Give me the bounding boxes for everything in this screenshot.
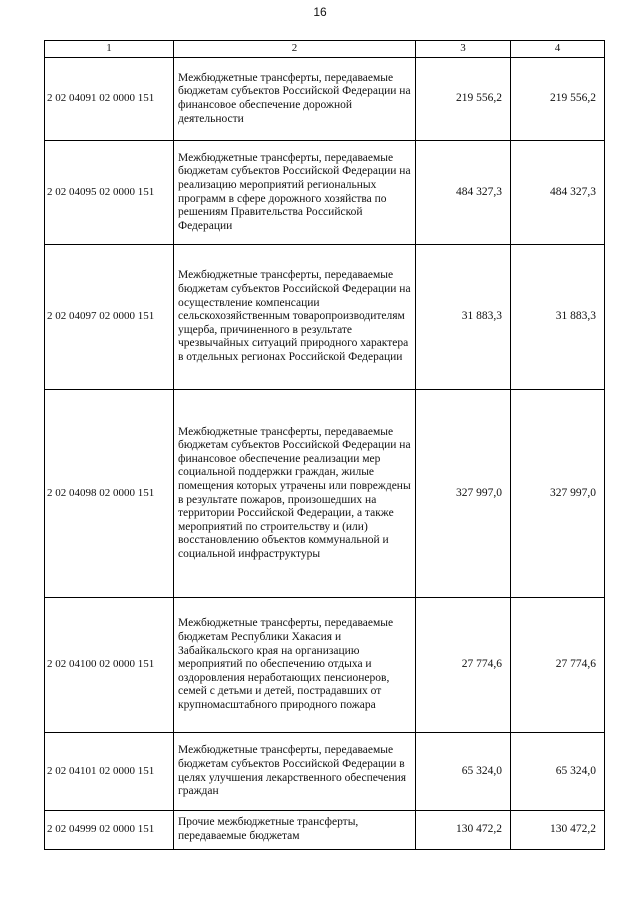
row-name: Межбюджетные трансферты, передаваемые бюджетам субъектов Российской Федерации на финансовое обеспечение дорожной деятельности [174,58,416,141]
row-name: Прочие межбюджетные трансферты, передаваемые бюджетам [174,811,416,850]
row-value-col4: 27 774,6 [511,598,605,733]
table-row [45,58,605,141]
row-value-col4: 484 327,3 [511,141,605,245]
table-header-row [45,41,605,58]
column-header-4: 4 [511,41,605,58]
row-value-col4: 65 324,0 [511,733,605,811]
row-name: Межбюджетные трансферты, передаваемые бюджетам субъектов Российской Федерации на осуществление компенсации сельскохозяйственным товаропроизводителям ущерба, причиненного в результате чрезвычайных ситуаций природного характера в отдельных регионах Российской Федерации [174,245,416,390]
row-name: Межбюджетные трансферты, передаваемые бюджетам Республики Хакасия и Забайкальского края на организацию мероприятий по обеспечению отдыха и оздоровления неработающих пенсионеров, семей с детьми и детей, пострадавших от крупномасштабного природного пожара [174,598,416,733]
row-value-col3: 130 472,2 [416,811,511,850]
row-code: 2 02 04101 02 0000 151 [45,733,174,811]
budget-table [44,40,605,850]
page-number: 16 [313,5,327,19]
row-value-col4: 219 556,2 [511,58,605,141]
row-value-col3: 219 556,2 [416,58,511,141]
row-code: 2 02 04999 02 0000 151 [45,811,174,850]
column-header-3: 3 [416,41,511,58]
row-value-col3: 65 324,0 [416,733,511,811]
table-row [45,141,605,245]
row-value-col3: 31 883,3 [416,245,511,390]
table-row [45,811,605,850]
row-name: Межбюджетные трансферты, передаваемые бюджетам субъектов Российской Федерации на реализацию мероприятий региональных программ в сфере дорожного хозяйства по решениям Правительства Российской Федерации [174,141,416,245]
row-value-col3: 327 997,0 [416,390,511,598]
table-row [45,598,605,733]
column-header-1: 1 [45,41,174,58]
row-code: 2 02 04095 02 0000 151 [45,141,174,245]
table-row [45,733,605,811]
table-row [45,390,605,598]
row-value-col3: 27 774,6 [416,598,511,733]
row-code: 2 02 04098 02 0000 151 [45,390,174,598]
row-code: 2 02 04091 02 0000 151 [45,58,174,141]
row-code: 2 02 04097 02 0000 151 [45,245,174,390]
table-row [45,245,605,390]
row-name: Межбюджетные трансферты, передаваемые бюджетам субъектов Российской Федерации на финансовое обеспечение реализации мер социальной поддержки граждан, жилые помещения которых утрачены или повреждены в результате пожаров, произошедших на территории Российской Федерации, а также мероприятий по строительству и (или) восстановлению объектов коммунальной и социальной инфраструктуры [174,390,416,598]
column-header-2: 2 [174,41,416,58]
row-value-col4: 327 997,0 [511,390,605,598]
row-name: Межбюджетные трансферты, передаваемые бюджетам субъектов Российской Федерации в целях улучшения лекарственного обеспечения граждан [174,733,416,811]
row-code: 2 02 04100 02 0000 151 [45,598,174,733]
row-value-col3: 484 327,3 [416,141,511,245]
row-value-col4: 130 472,2 [511,811,605,850]
row-value-col4: 31 883,3 [511,245,605,390]
